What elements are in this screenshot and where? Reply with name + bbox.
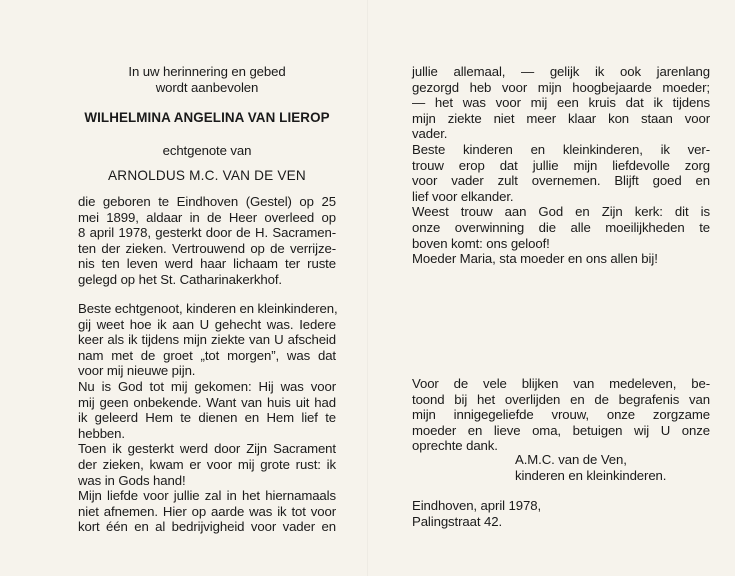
place-and-date — [412, 498, 710, 529]
bio-line: ten der zieken. Vertrouwend op de verrijze- — [78, 240, 336, 256]
message-line: trouw erop dat jullie mijn liefdevolle zorg — [412, 157, 710, 173]
card-fold — [367, 0, 368, 576]
acknowledgement — [412, 376, 710, 454]
bio-line: 8 april 1978, gesterkt door de H. Sacramen- — [78, 225, 336, 241]
thanks-line: oprechte dank. — [412, 438, 498, 454]
message-line: Moeder Maria, sta moeder en ons allen bij! — [412, 251, 658, 267]
spouse-name: ARNOLDUS M.C. VAN DE VEN — [108, 168, 306, 183]
message-line: jullie allemaal, — gelijk ik ook jarenlang — [412, 64, 710, 79]
message-line: keer als ik tijdens mijn ziekte van U afscheid — [78, 332, 336, 348]
thanks-line: moeder en lieve oma, betuigen wij U onze — [412, 422, 710, 438]
intro-line: In uw herinnering en gebed — [128, 64, 286, 79]
message-line: kort één en al bedrijvigheid voor vader en — [78, 519, 336, 535]
message-line: Nu is God tot mij gekomen: Hij was voor — [78, 378, 336, 394]
spouse-label: echtgenote van — [162, 143, 252, 158]
message-line: voor mij nieuwe pijn. — [78, 363, 196, 379]
message-line: Beste kinderen en kleinkinderen, ik ver- — [412, 141, 710, 157]
message-line: boven komt: ons geloof! — [412, 235, 550, 251]
deceased-name: WILHELMINA ANGELINA VAN LIEROP — [84, 110, 330, 125]
place-line: Eindhoven, april 1978, — [412, 498, 542, 513]
message-line: was in Gods hand! — [78, 472, 186, 488]
message-line: voor vader zult overnemen. Blijft goed en — [412, 173, 710, 189]
message-line: Toen ik gesterkt werd door Zijn Sacrament — [78, 441, 336, 457]
left-page — [78, 0, 336, 576]
thanks-line: toond bij het overlijden en de begrafenis van — [412, 391, 710, 407]
bio-line: die geboren te Eindhoven (Gestel) op 25 — [78, 194, 336, 209]
bio-line: gelegd op het St. Catharinakerkhof. — [78, 271, 282, 287]
message-line: onze overwinning die alle moeilijkheden te — [412, 219, 710, 235]
message-line: mij geen onbekende. Want van huis uit had — [78, 394, 336, 410]
farewell-message — [78, 301, 336, 535]
bio-line: nis ten leven werd haar lichaam ter ruste — [78, 256, 336, 272]
address-line: Palingstraat 42. — [412, 513, 503, 529]
signature-line: A.M.C. van de Ven, — [515, 452, 627, 467]
message-line: niet afnemen. Hier op aarde was ik tot voor — [78, 503, 336, 519]
message-line: nam met de groet „tot morgen”, was dat — [78, 347, 336, 363]
message-line: vader. — [412, 126, 448, 142]
thanks-line: mijn innigegeliefde vrouw, onze zorgzame — [412, 407, 710, 423]
message-line: der zieken, kwam er voor mij grote rust: ik — [78, 456, 336, 472]
message-line: Mijn liefde voor jullie zal in het hiernamaals — [78, 488, 336, 504]
bio-line: mei 1899, aldaar in de Heer overleed op — [78, 209, 336, 225]
signature — [412, 452, 710, 483]
farewell-message-continued — [412, 64, 710, 267]
message-line: Beste echtgenoot, kinderen en kleinkinderen, — [78, 301, 338, 316]
biography — [78, 194, 336, 288]
right-page — [412, 0, 710, 576]
message-line: — het was voor mij een kruis dat ik tijdens — [412, 95, 710, 111]
message-line: gezorgd heb voor mijn hoogbejaarde moeder; — [412, 79, 710, 95]
message-line: lief voor elkander. — [412, 188, 514, 204]
message-line: ik geleerd Hem te dienen en Hem lief te — [78, 410, 336, 426]
signature-line: kinderen en kleinkinderen. — [515, 467, 667, 483]
intro-text — [78, 64, 336, 95]
message-line: gij weet hoe ik aan U gehecht was. Iedere — [78, 316, 336, 332]
intro-line: wordt aanbevolen — [155, 79, 259, 95]
message-line: hebben. — [78, 425, 125, 441]
thanks-line: Voor de vele blijken van medeleven, be- — [412, 376, 710, 391]
message-line: mijn ziekte niet meer klaar kon staan voor — [412, 110, 710, 126]
message-line: Weest trouw aan God en Zijn kerk: dit is — [412, 204, 710, 220]
